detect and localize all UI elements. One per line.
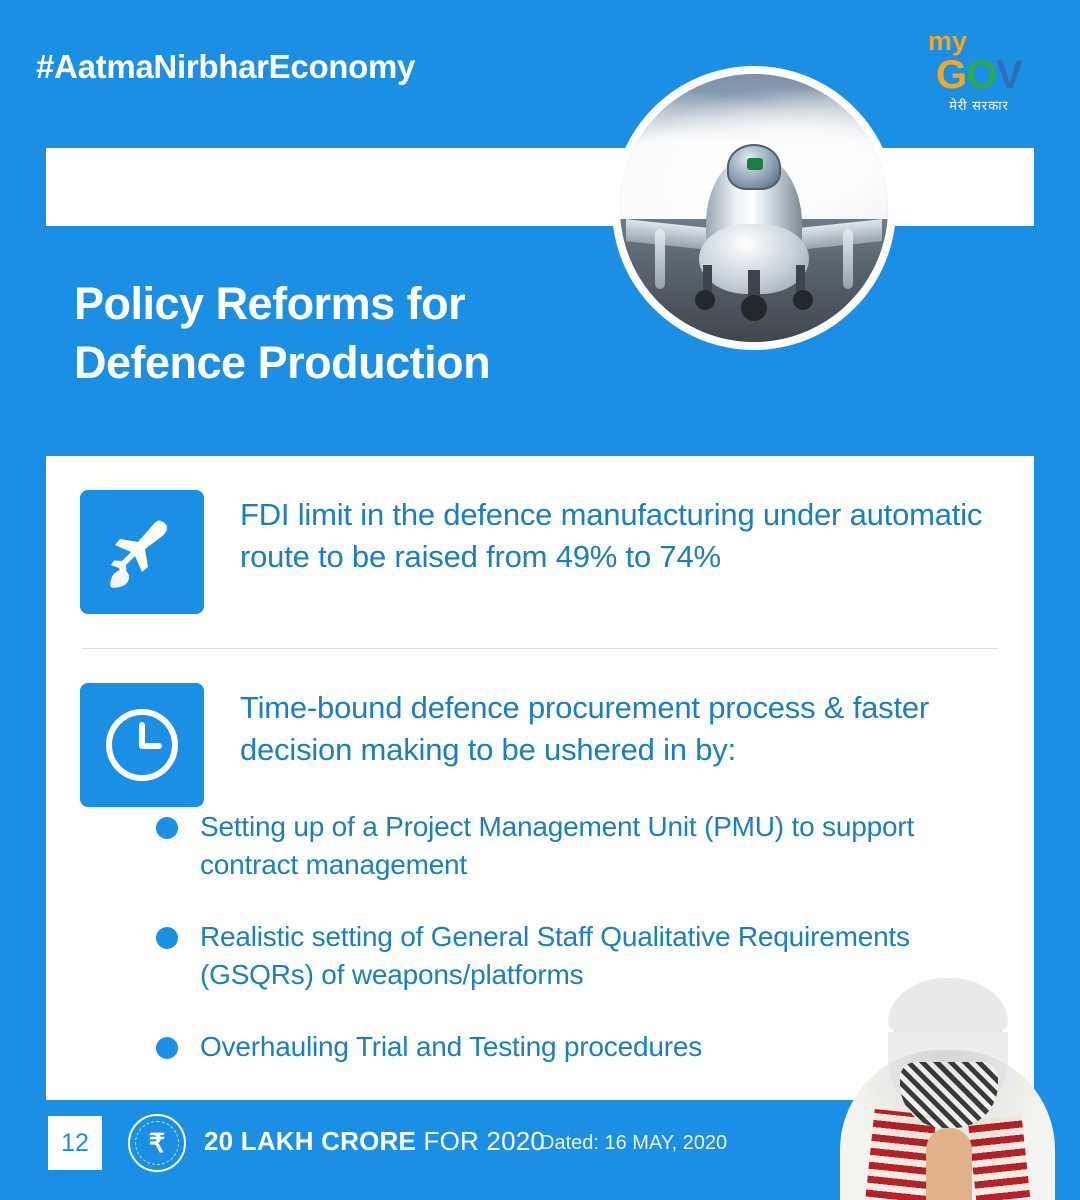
page-number: 12 [48,1116,102,1170]
photo-tyre-right [793,290,813,310]
page-title [74,274,490,393]
clock-icon [80,683,204,807]
photo-tyre-left [695,290,715,310]
photo-tyre-center [741,295,767,321]
bullet-text: Setting up of a Project Management Unit (PMU) to support contract management [200,811,915,881]
page-title-line1: Policy Reforms for [74,278,466,329]
rupee-seal-icon [128,1114,186,1172]
rupee-symbol: ₹ [148,1127,166,1158]
amount-bold: 20 LAKH CRORE [204,1126,417,1156]
list-item [156,808,956,884]
point-text: Time-bound defence procurement process & faster decision making to be ushered in by: [240,690,930,767]
logo-letter-o: O [966,53,997,97]
point-item [46,456,1034,648]
bullet-text: Realistic setting of General Staff Qualitative Requirements (GSQRs) of weapons/platforms [200,921,910,991]
point-text: FDI limit in the defence manufacturing under automatic route to be raised from 49% to 74% [240,497,983,574]
logo-letter-g: G [936,53,967,97]
logo-my-text: my [928,26,968,56]
amount-label [204,1126,545,1157]
logo-gov-text [914,55,1044,95]
logo-letter-v: V [996,53,1022,97]
bullet-text: Overhauling Trial and Testing procedures [200,1031,703,1063]
photo-hair [888,978,1008,1034]
bullet-dot-icon [156,1037,178,1059]
points-list [46,456,1034,841]
bullet-dot-icon [156,927,178,949]
amount-rest: FOR 2020 [416,1126,546,1156]
hashtag: #AatmaNirbharEconomy [36,48,416,85]
photo-canopy [727,144,781,190]
dated-label: Dated: 16 MAY, 2020 [540,1132,728,1154]
fighter-jet-icon [80,490,204,614]
photo-missile-left [655,229,665,289]
seal-ring [135,1121,179,1165]
fighter-jet-photo [612,66,896,350]
photo-missile-right [843,229,853,289]
footer [0,1100,1080,1200]
bullet-dot-icon [156,817,178,839]
title-band-notch [0,226,46,456]
page-title-line2: Defence Production [74,337,491,389]
mygov-logo [914,28,1044,112]
logo-subtitle: मेरी सरकार [949,98,1009,113]
